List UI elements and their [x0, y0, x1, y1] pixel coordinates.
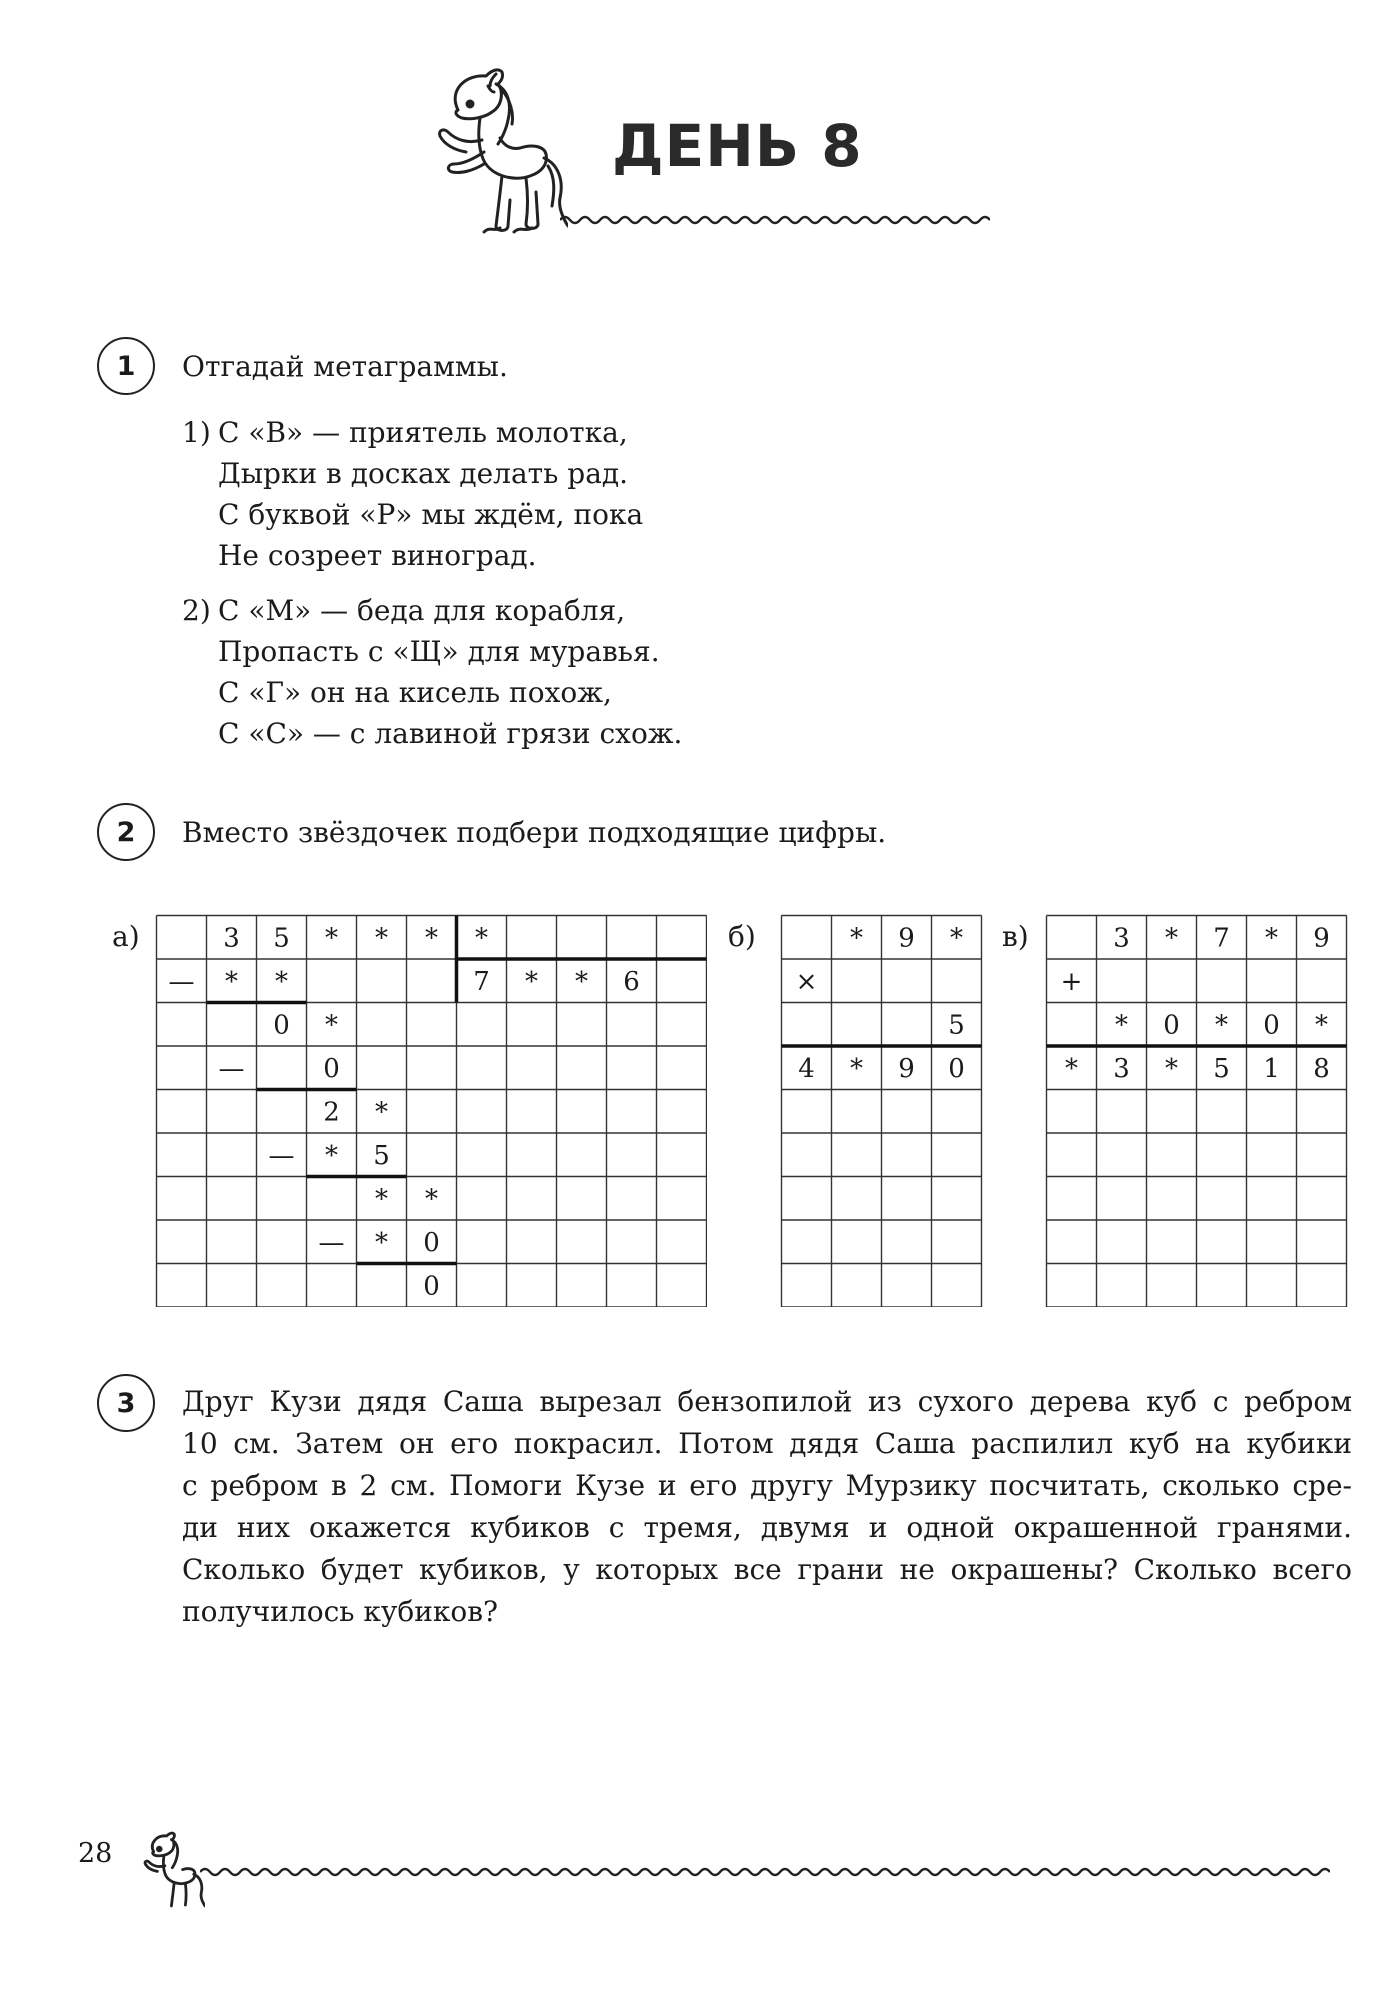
task3-line: Сколько будет кубиков, у которых все грани не окрашены? Сколько всего	[182, 1553, 1352, 1586]
grid-a-cell: 0	[273, 1010, 290, 1041]
grid-v-cell: 1	[1263, 1053, 1280, 1084]
task3-line: Друг Кузи дядя Саша вырезал бензопилой из сухого дерева куб с ребром	[182, 1385, 1352, 1418]
riddle-line: Пропасть с «Щ» для муравья.	[218, 635, 660, 668]
grid-a-cell: *	[375, 1184, 388, 1215]
riddle-line: С «С» — с лавиной грязи схож.	[218, 717, 683, 750]
grid-a-long-division	[155, 914, 707, 1307]
grid-a-cell: *	[425, 923, 438, 954]
label-a: а)	[112, 920, 140, 953]
grid-v-cell: 0	[1263, 1010, 1280, 1041]
grid-a-cell: 0	[323, 1053, 340, 1084]
grid-v-cell: 0	[1163, 1010, 1180, 1041]
task2-prompt: Вместо звёздочек подбери подходящие цифры.	[182, 816, 887, 849]
grid-b-cell: 0	[948, 1053, 965, 1084]
grid-a-cell: *	[575, 966, 588, 997]
grid-b-multiplication	[780, 914, 983, 1307]
grid-a-cell: *	[275, 966, 288, 997]
riddle-line: С буквой «Р» мы ждём, пока	[218, 498, 644, 531]
riddle-line: С «В» — приятель молотка,	[218, 416, 628, 449]
grid-v-cell: 3	[1113, 923, 1130, 954]
wavy-divider	[560, 210, 990, 230]
grid-a-cell: *	[425, 1184, 438, 1215]
label-v: в)	[1002, 920, 1029, 953]
riddle-line: Дырки в досках делать рад.	[218, 457, 629, 490]
grid-a-cell: *	[225, 966, 238, 997]
grid-a-cell: —	[318, 1227, 345, 1258]
grid-v-cell: *	[1215, 1010, 1228, 1041]
grid-b-cell: *	[850, 1053, 863, 1084]
wavy-divider-footer	[200, 1862, 1330, 1882]
task3-line: ди них окажется кубиков с тремя, двумя и одной окрашенной гранями.	[182, 1511, 1352, 1544]
grid-a-cell: 0	[423, 1271, 440, 1302]
grid-v-cell: 8	[1313, 1053, 1330, 1084]
task3-text	[182, 1381, 1352, 1633]
grid-a-cell: *	[475, 923, 488, 954]
grid-b-cell: 9	[898, 1053, 915, 1084]
riddle-line: С «Г» он на кисель похож,	[218, 676, 612, 709]
task3-line: получилось кубиков?	[182, 1595, 499, 1628]
task1-prompt: Отгадай метаграммы.	[182, 350, 508, 383]
grid-v-cell: 3	[1113, 1053, 1130, 1084]
small-horse-illustration	[135, 1828, 205, 1912]
grid-v-cell: *	[1265, 923, 1278, 954]
grid-a-cell: *	[325, 1010, 338, 1041]
task-number-1: 1	[97, 337, 155, 395]
grid-a-cell: *	[375, 923, 388, 954]
grid-b-cell: 5	[948, 1010, 965, 1041]
grid-a-cell: *	[325, 923, 338, 954]
page-number: 28	[78, 1838, 113, 1869]
grid-a-cell: 0	[423, 1227, 440, 1258]
grid-a-cell: —	[168, 966, 195, 997]
grid-b-cell: 9	[898, 923, 915, 954]
grid-v-cell: 5	[1213, 1053, 1230, 1084]
grid-v-cell: 9	[1313, 923, 1330, 954]
riddle1	[218, 412, 643, 576]
grid-a-cell: —	[268, 1140, 295, 1171]
riddle1-index: 1)	[182, 416, 211, 449]
riddle2-index: 2)	[182, 594, 211, 627]
grid-a-cell: *	[375, 1097, 388, 1128]
grid-a-cell: *	[375, 1227, 388, 1258]
grid-a-cell: 2	[323, 1097, 340, 1128]
grid-a-cell: 3	[223, 923, 240, 954]
grid-b-cell: *	[850, 923, 863, 954]
grid-b-cell: *	[950, 923, 963, 954]
task3-line: 10 см. Затем он его покрасил. Потом дядя Саша распилил куб на кубики	[182, 1427, 1352, 1460]
task3-line: с ребром в 2 см. Помоги Кузе и его другу Мурзику посчитать, сколько сре-	[182, 1469, 1352, 1502]
grid-v-cell: 7	[1213, 923, 1230, 954]
riddle2	[218, 590, 682, 754]
grid-a-cell: *	[325, 1140, 338, 1171]
grid-a-cell: 5	[273, 923, 290, 954]
grid-v-cell: +	[1060, 966, 1083, 997]
grid-a-cell: *	[525, 966, 538, 997]
grid-a-cell: 5	[373, 1140, 390, 1171]
grid-v-cell: *	[1315, 1010, 1328, 1041]
grid-a-cell: 7	[473, 966, 490, 997]
grid-a-cell: —	[218, 1053, 245, 1084]
grid-b-cell: 4	[798, 1053, 815, 1084]
grid-a-cell: 6	[623, 966, 640, 997]
grid-v-cell: *	[1165, 923, 1178, 954]
horse-illustration	[418, 60, 568, 238]
riddle-line: Не созреет виноград.	[218, 539, 537, 572]
grid-v-addition	[1045, 914, 1348, 1307]
page-title: ДЕНЬ 8	[612, 112, 863, 180]
task-number-2: 2	[97, 803, 155, 861]
grid-v-cell: *	[1115, 1010, 1128, 1041]
grid-v-cell: *	[1065, 1053, 1078, 1084]
label-b: б)	[728, 920, 756, 953]
grid-v-cell: *	[1165, 1053, 1178, 1084]
task-number-3: 3	[97, 1374, 155, 1432]
riddle-line: С «М» — беда для корабля,	[218, 594, 626, 627]
grid-b-cell: ×	[795, 966, 818, 997]
